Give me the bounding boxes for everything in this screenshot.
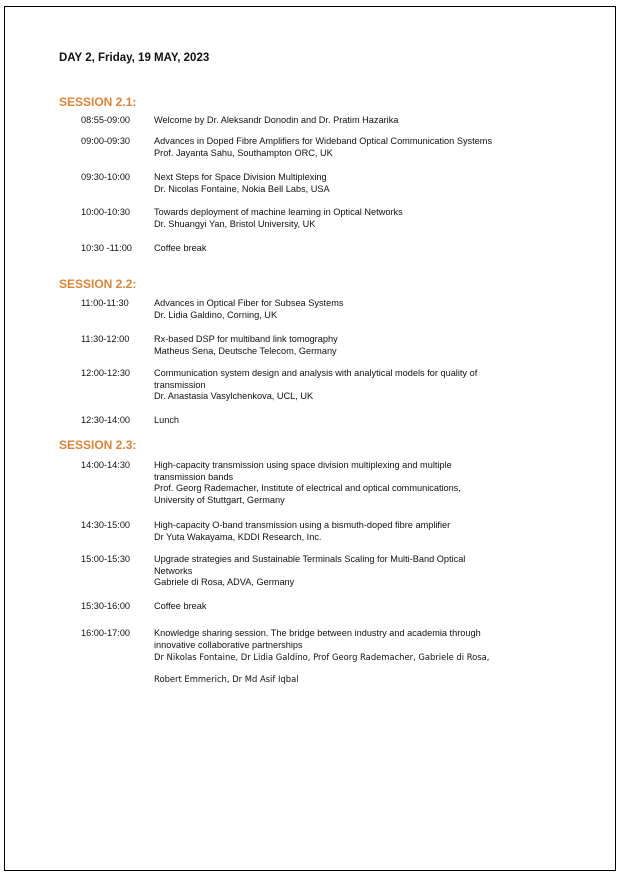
agenda-page bbox=[4, 6, 616, 871]
item-description bbox=[154, 520, 554, 543]
item-time: 11:00-11:30 bbox=[81, 298, 129, 308]
item-line: University of Stuttgart, Germany bbox=[154, 494, 285, 505]
item-line: Dr. Shuangyi Yan, Bristol University, UK bbox=[154, 218, 316, 229]
item-line: Dr. Lidia Galdino, Corning, UK bbox=[154, 309, 278, 320]
item-description bbox=[154, 207, 554, 230]
item-line: Dr Nikolas Fontaine, Dr Lidia Galdino, Prof Georg Rademacher, Gabriele di Rosa, bbox=[154, 652, 490, 663]
item-line: Networks bbox=[154, 565, 193, 576]
item-description bbox=[154, 368, 554, 403]
item-description bbox=[154, 628, 554, 685]
item-time: 12:00-12:30 bbox=[81, 368, 131, 378]
item-line: Lunch bbox=[154, 415, 180, 425]
item-description bbox=[154, 334, 554, 357]
item-description bbox=[154, 172, 554, 195]
session-title: SESSION 2.1: bbox=[59, 95, 137, 109]
item-time: 09:30-10:00 bbox=[81, 172, 131, 182]
item-line: Rx-based DSP for multiband link tomography bbox=[154, 334, 338, 344]
item-time: 11:30-12:00 bbox=[81, 334, 130, 344]
item-time: 08:55-09:00 bbox=[81, 115, 131, 125]
item-time: 16:00-17:00 bbox=[81, 628, 131, 638]
item-line: Advances in Doped Fibre Amplifiers for Wideband Optical Communication Systems bbox=[154, 136, 493, 146]
item-line: High-capacity transmission using space division multiplexing and multiple bbox=[154, 460, 452, 470]
item-time: 09:00-09:30 bbox=[81, 136, 131, 146]
item-line: Welcome by Dr. Aleksandr Donodin and Dr. Pratim Hazarika bbox=[154, 115, 399, 125]
item-time: 15:00-15:30 bbox=[81, 554, 131, 564]
item-line: Robert Emmerich, Dr Md Asif Iqbal bbox=[154, 673, 299, 684]
item-line: Communication system design and analysis with analytical models for quality of bbox=[154, 368, 478, 378]
item-description bbox=[154, 554, 554, 589]
item-line: innovative collaborative partnerships bbox=[154, 639, 303, 650]
item-line: Coffee break bbox=[154, 243, 207, 253]
item-time: 14:00-14:30 bbox=[81, 460, 131, 470]
session-title: SESSION 2.3: bbox=[59, 438, 137, 452]
item-line: transmission bbox=[154, 379, 206, 390]
item-time: 10:30 -11:00 bbox=[81, 243, 132, 253]
item-description bbox=[154, 298, 554, 321]
item-line: Towards deployment of machine learning in Optical Networks bbox=[154, 207, 403, 217]
item-line: Coffee break bbox=[154, 601, 207, 611]
session-title: SESSION 2.2: bbox=[59, 277, 137, 291]
item-time: 14:30-15:00 bbox=[81, 520, 131, 530]
item-time: 15:30-16:00 bbox=[81, 601, 131, 611]
item-line: Prof. Jayanta Sahu, Southampton ORC, UK bbox=[154, 147, 333, 158]
item-line: Upgrade strategies and Sustainable Terminals Scaling for Multi-Band Optical bbox=[154, 554, 466, 564]
item-line: Prof. Georg Rademacher, Institute of electrical and optical communications, bbox=[154, 483, 461, 494]
item-line: High-capacity O-band transmission using a bismuth-doped fibre amplifier bbox=[154, 520, 451, 530]
item-line: Dr. Anastasia Vasylchenkova, UCL, UK bbox=[154, 391, 314, 402]
item-line: Matheus Sena, Deutsche Telecom, Germany bbox=[154, 345, 337, 356]
item-line: transmission bands bbox=[154, 471, 234, 482]
item-description bbox=[154, 460, 554, 506]
item-description bbox=[154, 415, 554, 427]
item-line: Dr. Nicolas Fontaine, Nokia Bell Labs, USA bbox=[154, 183, 330, 194]
item-description bbox=[154, 136, 554, 159]
item-description bbox=[154, 601, 554, 613]
item-description bbox=[154, 243, 554, 255]
item-line: Advances in Optical Fiber for Subsea Systems bbox=[154, 298, 344, 308]
item-line: Dr Yuta Wakayama, KDDI Research, Inc. bbox=[154, 531, 322, 542]
item-line: Knowledge sharing session. The bridge between industry and academia through bbox=[154, 628, 481, 638]
item-time: 10:00-10:30 bbox=[81, 207, 131, 217]
day-title: DAY 2, Friday, 19 MAY, 2023 bbox=[59, 52, 210, 64]
item-line: Next Steps for Space Division Multiplexing bbox=[154, 172, 327, 182]
item-description bbox=[154, 115, 554, 127]
item-time: 12:30-14:00 bbox=[81, 415, 131, 425]
item-line: Gabriele di Rosa, ADVA, Germany bbox=[154, 577, 295, 588]
